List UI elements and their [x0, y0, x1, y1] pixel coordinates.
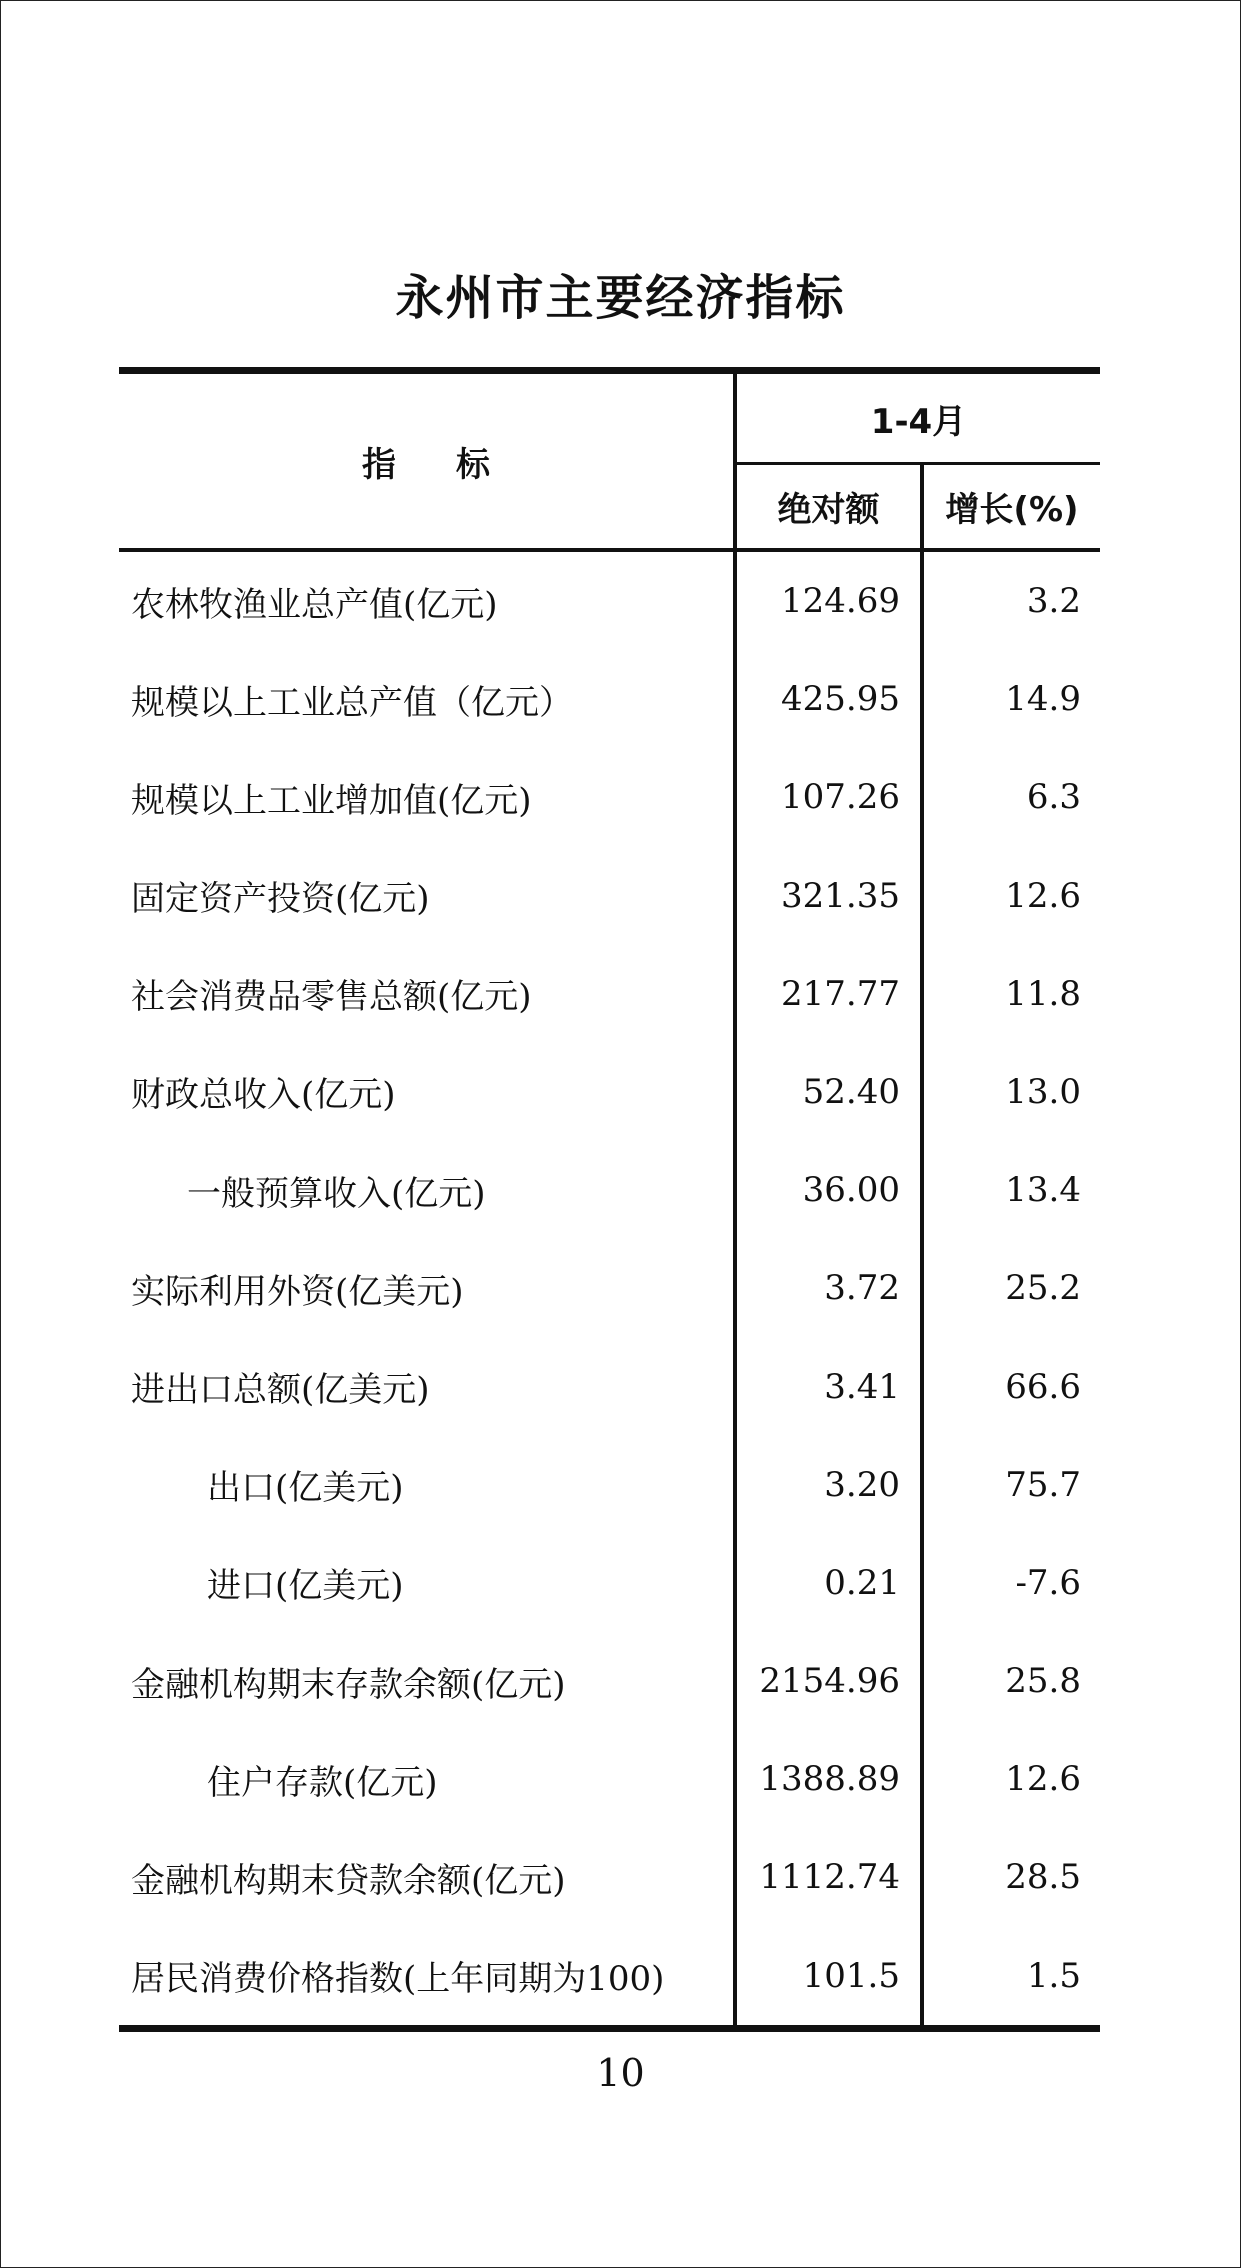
row-growth-value: 12.6 — [1005, 1759, 1081, 1800]
table-row — [119, 1141, 1100, 1239]
row-growth-value: -7.6 — [1015, 1562, 1081, 1603]
row-growth-value: 25.2 — [1005, 1268, 1081, 1309]
row-indicator-name: 规模以上工业总产值（亿元） — [131, 682, 573, 723]
header-indicator: 指标 — [362, 444, 550, 485]
table-row — [119, 1043, 1100, 1141]
row-absolute-value: 425.95 — [781, 679, 900, 720]
column-divider-1 — [733, 374, 737, 2025]
table-row — [119, 1338, 1100, 1436]
row-absolute-value: 52.40 — [802, 1071, 900, 1112]
row-growth-value: 75.7 — [1005, 1464, 1081, 1505]
row-absolute-value: 217.77 — [781, 973, 900, 1014]
page-number: 10 — [596, 2051, 645, 2095]
table-row — [119, 1534, 1100, 1632]
table-row — [119, 748, 1100, 846]
row-absolute-value: 3.20 — [824, 1464, 900, 1505]
row-growth-value: 25.8 — [1005, 1661, 1081, 1702]
row-absolute-value: 3.41 — [824, 1366, 900, 1407]
table-body — [119, 552, 1100, 2025]
row-growth-value: 13.0 — [1005, 1071, 1081, 1112]
row-indicator-name: 规模以上工业增加值(亿元) — [131, 780, 532, 821]
row-growth-value: 28.5 — [1005, 1857, 1081, 1898]
table-row — [119, 1436, 1100, 1534]
table-row — [119, 650, 1100, 748]
row-indicator-name: 实际利用外资(亿美元) — [131, 1271, 464, 1312]
indicator-table — [119, 367, 1100, 2032]
row-indicator-name: 进出口总额(亿美元) — [131, 1370, 430, 1410]
table-row — [119, 847, 1100, 945]
table-row — [119, 1828, 1100, 1926]
row-growth-value: 1.5 — [1026, 1955, 1081, 1996]
row-indicator-name: 固定资产投资(亿元) — [131, 879, 430, 920]
row-indicator-name: 进口(亿美元) — [207, 1566, 404, 1607]
row-indicator-name: 农林牧渔业总产值(亿元) — [131, 584, 498, 625]
row-indicator-name: 金融机构期末存款余额(亿元) — [131, 1664, 566, 1705]
page-title: 永州市主要经济指标 — [395, 270, 846, 326]
row-absolute-value: 107.26 — [781, 777, 900, 818]
row-growth-value: 11.8 — [1005, 973, 1081, 1014]
row-growth-value: 13.4 — [1005, 1170, 1081, 1211]
row-growth-value: 12.6 — [1005, 875, 1081, 916]
table-header — [119, 374, 1100, 552]
row-growth-value: 6.3 — [1026, 777, 1081, 818]
row-indicator-name: 居民消费价格指数(上年同期为100) — [131, 1959, 665, 2000]
row-absolute-value: 2154.96 — [759, 1661, 900, 1702]
row-absolute-value: 0.21 — [824, 1562, 900, 1603]
row-indicator-name: 社会消费品零售总额(亿元) — [131, 977, 532, 1018]
row-absolute-value: 1388.89 — [759, 1759, 900, 1800]
row-absolute-value: 321.35 — [781, 875, 900, 916]
row-indicator-name: 财政总收入(亿元) — [131, 1075, 396, 1116]
row-absolute-value: 36.00 — [802, 1170, 900, 1211]
row-indicator-name: 一般预算收入(亿元) — [187, 1173, 486, 1214]
table-row — [119, 1730, 1100, 1828]
column-divider-2 — [920, 465, 924, 2025]
row-indicator-name: 金融机构期末贷款余额(亿元) — [131, 1860, 566, 1901]
row-absolute-value: 1112.74 — [759, 1857, 900, 1898]
header-period: 1-4月 — [737, 374, 1100, 465]
row-absolute-value: 3.72 — [824, 1268, 900, 1309]
row-growth-value: 3.2 — [1026, 581, 1081, 621]
table-row — [119, 1239, 1100, 1337]
header-absolute: 绝对额 — [777, 490, 880, 530]
row-absolute-value: 101.5 — [802, 1955, 900, 1996]
table-row — [119, 552, 1100, 650]
row-indicator-name: 住户存款(亿元) — [207, 1762, 438, 1803]
row-growth-value: 66.6 — [1005, 1366, 1081, 1407]
row-absolute-value: 124.69 — [781, 581, 900, 621]
table-row — [119, 1632, 1100, 1730]
table-row — [119, 945, 1100, 1043]
row-growth-value: 14.9 — [1005, 679, 1081, 720]
header-growth: 增长(%) — [945, 490, 1079, 530]
table-row — [119, 1927, 1100, 2025]
row-indicator-name: 出口(亿美元) — [207, 1468, 404, 1509]
